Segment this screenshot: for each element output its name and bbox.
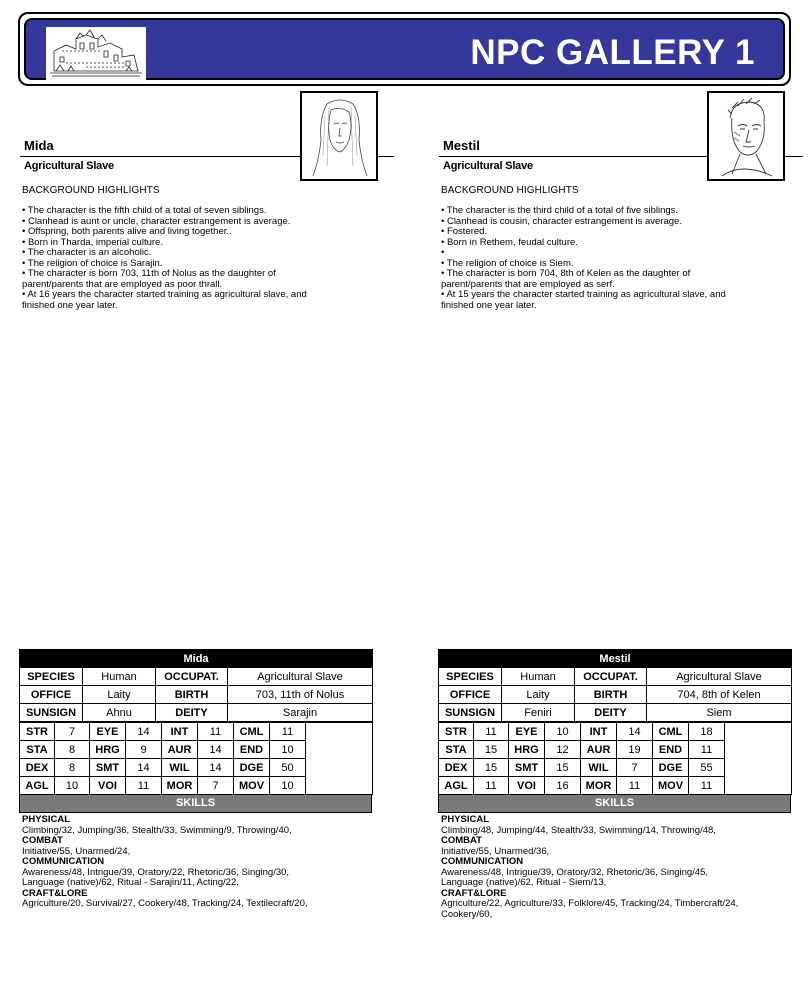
info-table — [19, 649, 373, 722]
attr-value: 12 — [545, 741, 581, 759]
attr-value: 18 — [689, 723, 725, 741]
attr-label: INT — [581, 723, 617, 741]
attr-value: 50 — [270, 759, 306, 777]
occupat-label: OCCUPAT. — [575, 668, 647, 686]
attr-label: MOR — [581, 777, 617, 795]
stat-block — [438, 649, 791, 813]
attribute-table — [438, 722, 792, 795]
page-title: NPC GALLERY 1 — [470, 33, 755, 72]
skill-category: COMBAT — [22, 835, 63, 846]
sunsign-value: Feniri — [502, 704, 575, 722]
npc-occupation: Agricultural Slave — [24, 160, 114, 172]
list-item: • The character is born 704, 8th of Kelen as the daughter of parent/parents that are employed as serf. — [441, 268, 691, 290]
occupat-value: Agricultural Slave — [228, 668, 373, 686]
attr-label: VOI — [90, 777, 126, 795]
list-item: • — [441, 247, 445, 258]
attr-label: DEX — [20, 759, 55, 777]
castle-sketch-icon — [46, 27, 146, 81]
attr-label: SMT — [90, 759, 126, 777]
attr-label: STA — [20, 741, 55, 759]
attr-value: 11 — [689, 777, 725, 795]
office-value: Laity — [83, 686, 156, 704]
list-item: • The character is the fifth child of a total of seven siblings. — [22, 205, 267, 216]
table-row — [439, 723, 792, 741]
list-item: • Born in Tharda, imperial culture. — [22, 236, 163, 248]
attr-value: 11 — [689, 741, 725, 759]
attr-label: CML — [653, 723, 689, 741]
attr-value: 11 — [474, 777, 509, 795]
list-item: • The religion of choice is Siem. — [441, 257, 574, 269]
table-title: Mestil — [439, 650, 792, 668]
attr-value: 14 — [198, 759, 234, 777]
divider — [378, 156, 394, 157]
skill-category: COMMUNICATION — [441, 856, 524, 867]
npc-name: Mestil — [443, 138, 480, 153]
npc-occupation: Agricultural Slave — [443, 160, 533, 172]
blank-cell — [725, 723, 792, 795]
attr-value: 55 — [689, 759, 725, 777]
background-title: BACKGROUND HIGHLIGHTS — [22, 185, 160, 196]
attr-value: 11 — [617, 777, 653, 795]
sunsign-label: SUNSIGN — [20, 704, 83, 722]
skill-category: COMBAT — [441, 835, 482, 846]
office-label: OFFICE — [20, 686, 83, 704]
attr-value: 16 — [545, 777, 581, 795]
attr-value: 11 — [126, 777, 162, 795]
attr-value: 15 — [474, 759, 509, 777]
list-item: • Offspring, both parents alive and living together.. — [22, 226, 232, 237]
attr-value: 11 — [474, 723, 509, 741]
office-label: OFFICE — [439, 686, 502, 704]
attr-value: 8 — [55, 759, 90, 777]
birth-label: BIRTH — [156, 686, 228, 704]
divider — [20, 156, 300, 157]
occupat-value: Agricultural Slave — [647, 668, 792, 686]
background-list — [441, 206, 786, 311]
skill-category: CRAFT&LORE — [441, 887, 507, 899]
sunsign-label: SUNSIGN — [439, 704, 502, 722]
species-label: SPECIES — [439, 668, 502, 686]
species-label: SPECIES — [20, 668, 83, 686]
page-banner — [18, 12, 791, 86]
attr-label: DEX — [439, 759, 474, 777]
divider — [785, 156, 803, 157]
skill-category: COMMUNICATION — [22, 856, 105, 867]
table-row — [20, 723, 373, 741]
deity-label: DEITY — [156, 704, 228, 722]
attr-value: 10 — [545, 723, 581, 741]
skill-text: Awareness/48, Intrigue/39, Oratory/32, Rhetoric/36, Singing/45, Language (native)/62, Ritual - Siem/13, — [441, 866, 709, 888]
list-item: • Clanhead is cousin, character estrangement is average. — [441, 215, 682, 227]
attr-value: 11 — [270, 723, 306, 741]
occupat-label: OCCUPAT. — [156, 668, 228, 686]
attr-value: 7 — [198, 777, 234, 795]
birth-value: 703, 11th of Nolus — [228, 686, 373, 704]
deity-value: Siem — [647, 704, 792, 722]
sunsign-value: Ahnu — [83, 704, 156, 722]
attr-label: STR — [439, 723, 474, 741]
deity-label: DEITY — [575, 704, 647, 722]
divider — [439, 156, 707, 157]
attr-label: SMT — [509, 759, 545, 777]
attr-label: MOV — [653, 777, 689, 795]
banner-panel — [24, 18, 785, 80]
attr-label: STA — [439, 741, 474, 759]
attribute-table — [19, 722, 373, 795]
table-title: Mida — [20, 650, 373, 668]
attr-value: 10 — [270, 741, 306, 759]
skill-category: PHYSICAL — [441, 814, 490, 825]
skill-text: Initiative/55, Unarmed/36, — [441, 845, 550, 857]
npc-name: Mida — [24, 138, 54, 153]
attr-value: 14 — [617, 723, 653, 741]
list-item: • At 15 years the character started training as agricultural slave, and finished one year later. — [441, 289, 726, 311]
list-item: • The character is the third child of a total of five siblings. — [441, 205, 679, 216]
attr-label: INT — [162, 723, 198, 741]
skill-text: Initiative/55, Unarmed/24, — [22, 845, 131, 857]
list-item: • The religion of choice is Sarajin. — [22, 257, 163, 269]
attr-label: HRG — [509, 741, 545, 759]
skill-text: Awareness/48, Intrigue/39, Oratory/22, Rhetoric/36, Singing/30, Language (native)/62, Ritual - Sarajin/11, Acting/22, — [22, 866, 290, 888]
skill-category: PHYSICAL — [22, 814, 71, 825]
attr-value: 19 — [617, 741, 653, 759]
attr-value: 15 — [545, 759, 581, 777]
birth-label: BIRTH — [575, 686, 647, 704]
attr-label: AGL — [439, 777, 474, 795]
attr-label: WIL — [162, 759, 198, 777]
attr-value: 14 — [198, 741, 234, 759]
attr-value: 11 — [198, 723, 234, 741]
list-item: • Fostered. — [441, 226, 488, 237]
attr-label: WIL — [581, 759, 617, 777]
skill-text: Climbing/48, Jumping/44, Stealth/33, Swimming/14, Throwing/48, — [441, 824, 716, 836]
background-list — [22, 206, 367, 311]
deity-value: Sarajin — [228, 704, 373, 722]
skill-category: CRAFT&LORE — [22, 887, 88, 899]
attr-value: 14 — [126, 759, 162, 777]
blank-cell — [306, 723, 373, 795]
skills-header: SKILLS — [19, 795, 372, 813]
attr-label: AGL — [20, 777, 55, 795]
species-value: Human — [502, 668, 575, 686]
attr-value: 10 — [55, 777, 90, 795]
species-value: Human — [83, 668, 156, 686]
list-item: • At 16 years the character started training as agricultural slave, and finished one year later. — [22, 289, 307, 311]
attr-value: 7 — [55, 723, 90, 741]
skill-text: Agriculture/22, Agriculture/33, Folklore/45, Tracking/24, Timbercraft/24, Cookery/60, — [441, 898, 739, 920]
list-item: • The character is born 703, 11th of Nolus as the daughter of parent/parents that are employed as poor thrall. — [22, 268, 276, 290]
attr-label: MOV — [234, 777, 270, 795]
attr-value: 10 — [270, 777, 306, 795]
office-value: Laity — [502, 686, 575, 704]
attr-label: VOI — [509, 777, 545, 795]
attr-value: 14 — [126, 723, 162, 741]
attr-value: 9 — [126, 741, 162, 759]
birth-value: 704, 8th of Kelen — [647, 686, 792, 704]
man-portrait-sketch — [707, 91, 785, 181]
attr-value: 15 — [474, 741, 509, 759]
list-item: • The character is an alcoholic. — [22, 247, 152, 258]
skills-header: SKILLS — [438, 795, 791, 813]
info-table — [438, 649, 792, 722]
background-title: BACKGROUND HIGHLIGHTS — [441, 185, 579, 196]
attr-label: AUR — [581, 741, 617, 759]
woman-portrait-sketch — [300, 91, 378, 181]
attr-label: AUR — [162, 741, 198, 759]
skill-text: Climbing/32, Jumping/36, Stealth/33, Swimming/9, Throwing/40, — [22, 824, 292, 836]
list-item: • Clanhead is aunt or uncle, character estrangement is average. — [22, 215, 291, 227]
skills-list — [22, 815, 382, 910]
attr-value: 7 — [617, 759, 653, 777]
attr-label: MOR — [162, 777, 198, 795]
stat-block — [19, 649, 372, 813]
attr-label: CML — [234, 723, 270, 741]
attr-label: DGE — [653, 759, 689, 777]
attr-label: STR — [20, 723, 55, 741]
list-item: • Born in Rethem, feudal culture. — [441, 236, 578, 248]
skills-list — [441, 815, 801, 920]
attr-label: EYE — [509, 723, 545, 741]
attr-label: HRG — [90, 741, 126, 759]
skill-text: Agriculture/20, Survival/27, Cookery/48, Tracking/24, Textilecraft/20, — [22, 898, 308, 909]
attr-label: END — [653, 741, 689, 759]
attr-label: DGE — [234, 759, 270, 777]
attr-value: 8 — [55, 741, 90, 759]
attr-label: END — [234, 741, 270, 759]
attr-label: EYE — [90, 723, 126, 741]
